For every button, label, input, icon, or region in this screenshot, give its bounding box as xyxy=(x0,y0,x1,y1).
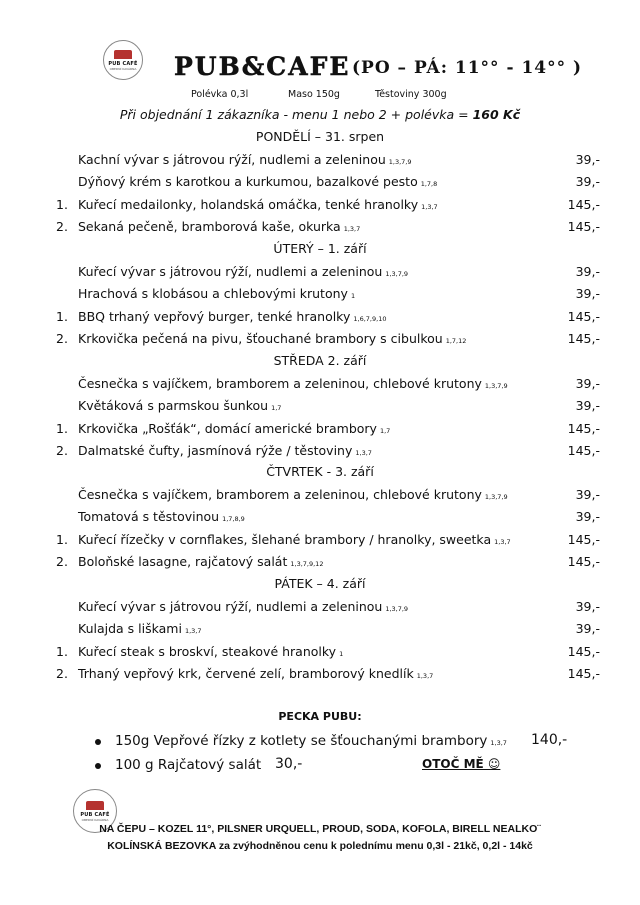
menu-item-name: Krkovička „Rošťák“, domácí americké brambory xyxy=(78,420,377,436)
menu-item xyxy=(0,331,640,351)
menu-item-name: Kuřecí steak s broskví, steakové hranolky xyxy=(78,643,337,659)
menu-item-number: 1. xyxy=(56,308,68,324)
menu-item xyxy=(0,421,640,441)
menu-item xyxy=(0,309,640,329)
day-heading: STŘEDA 2. září xyxy=(273,353,367,368)
menu-item-number: 2. xyxy=(56,443,68,458)
page-title: PUB&CAFE xyxy=(174,52,351,81)
menu-item-name: Krkovička pečená na pivu, šťouchané brambory s cibulkou xyxy=(78,331,443,346)
menu-item-name: Hrachová s klobásou a chlebovými krutony xyxy=(78,286,348,301)
menu-item-number: 1. xyxy=(56,643,68,659)
menu-item xyxy=(0,152,640,172)
menu-item-allergens: 1,3,7,9 xyxy=(385,604,409,613)
logo-subtext: OBEDNÍ KAVÁRNA xyxy=(109,66,137,71)
menu-item xyxy=(0,621,640,641)
turn-over-note: OTOČ MĚ ☺ xyxy=(422,757,501,771)
menu-item xyxy=(0,599,640,619)
menu-item-allergens: 1,7 xyxy=(271,404,282,412)
menu-item-name: Kuřecí vývar s játrovou rýží, nudlemi a zeleninou xyxy=(78,263,383,279)
menu-item-number: 2. xyxy=(56,666,68,681)
portion-pasta: Těstoviny 300g xyxy=(375,89,447,100)
menu-item-number: 1. xyxy=(56,420,68,436)
menu-item-allergens: 1,3,7 xyxy=(184,627,202,635)
menu-item xyxy=(0,509,640,529)
logo-subtext: OBEDNÍ KAVÁRNA xyxy=(81,817,109,822)
menu-item-name: Sekaná pečeně, bramborová kaše, okurka xyxy=(78,219,341,234)
menu-item-price: 39,- xyxy=(575,375,600,391)
menu-item-name: Česnečka s vajíčkem, bramborem a zeleninou, chlebové krutony xyxy=(78,375,482,391)
menu-item-name: Květáková s parmskou šunkou xyxy=(78,398,269,413)
menu-item-allergens: 1,7,8,9 xyxy=(222,515,245,523)
menu-item-price: 39,- xyxy=(575,509,600,524)
menu-item xyxy=(0,174,640,194)
menu-item-number: 1. xyxy=(56,196,68,212)
menu-item-price: 39,- xyxy=(575,398,600,413)
logo-roof-icon xyxy=(86,801,104,810)
menu-item-allergens: 1 xyxy=(339,649,344,658)
menu-item xyxy=(0,443,640,463)
menu-item-name: Kuřecí řízečky v cornflakes, šlehané brambory / hranolky, sweetka xyxy=(78,531,492,547)
menu-item-price: 39,- xyxy=(575,621,600,636)
menu-item-name: Dalmatské čufty, jasmínová rýže / těstoviny xyxy=(78,443,353,458)
menu-item-name: Tomatová s těstovinou xyxy=(78,509,220,524)
menu-item-price: 145,- xyxy=(567,531,600,547)
menu-item xyxy=(0,376,640,396)
menu-item-allergens: 1,3,7,9 xyxy=(385,269,409,278)
menu-item-price: 39,- xyxy=(575,486,600,502)
menu-item-name: Kuřecí vývar s játrovou rýží, nudlemi a zeleninou xyxy=(78,598,383,614)
special-price: 30,- xyxy=(275,756,303,772)
menu-item xyxy=(0,532,640,552)
menu-item-price: 145,- xyxy=(567,443,600,458)
menu-item-price: 145,- xyxy=(567,420,600,436)
menu-item-allergens: 1,3,7,9,12 xyxy=(290,560,324,568)
offer-text: Při objednání 1 zákazníka - menu 1 nebo 2 + polévka = xyxy=(119,107,473,122)
menu-item-price: 39,- xyxy=(575,598,600,614)
menu-item xyxy=(0,487,640,507)
menu-item-number: 2. xyxy=(56,554,68,569)
menu-item-price: 145,- xyxy=(567,331,600,346)
logo-text: PUB CAFÉ xyxy=(108,60,138,67)
menu-item-name: Trhaný vepřový krk, červené zelí, bramborový knedlík xyxy=(78,666,414,681)
bullet-icon xyxy=(95,739,101,745)
menu-item-allergens: 1,3,7,9 xyxy=(388,157,412,166)
menu-item-price: 145,- xyxy=(567,643,600,659)
menu-item-allergens: 1,3,7,9 xyxy=(484,381,508,390)
menu-item-name: Kuřecí medailonky, holandská omáčka, tenké hranolky xyxy=(78,196,419,212)
menu-item xyxy=(0,264,640,284)
menu-item-allergens: 1,3,7 xyxy=(416,672,434,680)
menu-item-name: Kulajda s liškami xyxy=(78,621,182,636)
menu-item-allergens: 1,3,7 xyxy=(343,225,361,233)
menu-item-number: 2. xyxy=(56,331,68,346)
menu-item-price: 39,- xyxy=(575,263,600,279)
menu-item xyxy=(0,666,640,686)
menu-item-allergens: 1,3,7,9 xyxy=(484,492,508,501)
menu-item-allergens: 1,7,8 xyxy=(420,180,438,188)
menu-item-price: 145,- xyxy=(567,308,600,324)
menu-item xyxy=(0,398,640,418)
bullet-icon xyxy=(95,763,101,769)
special-price: 140,- xyxy=(531,732,568,748)
menu-item-name: BBQ trhaný vepřový burger, tenké hranolky xyxy=(78,308,351,324)
menu-item-price: 39,- xyxy=(575,151,600,167)
menu-item-allergens: 1,7,12 xyxy=(445,337,467,345)
cafe-logo xyxy=(103,40,143,80)
menu-item-name: Dýňový krém s karotkou a kurkumou, bazalkové pesto xyxy=(78,174,418,189)
menu-item xyxy=(0,644,640,664)
footer-bezovka: KOLÍNSKÁ BEZOVKA za zvýhodněnou cenu k polednímu menu 0,3l - 21kč, 0,2l - 14kč xyxy=(107,840,533,852)
day-heading: ÚTERÝ – 1. září xyxy=(273,241,367,256)
logo-roof-icon xyxy=(114,50,132,59)
menu-item-price: 39,- xyxy=(575,286,600,301)
menu-item-price: 39,- xyxy=(575,174,600,189)
menu-item xyxy=(0,197,640,217)
menu-item-name: Boloňské lasagne, rajčatový salát xyxy=(78,554,288,569)
menu-item xyxy=(0,554,640,574)
pecka-title: PECKA PUBU: xyxy=(278,710,362,723)
menu-item-price: 145,- xyxy=(567,554,600,569)
portion-soup: Polévka 0,3l xyxy=(191,89,249,100)
special-name: 150g Vepřové řízky z kotlety se šťouchanými brambory xyxy=(115,733,488,749)
logo-text: PUB CAFÉ xyxy=(80,811,110,818)
menu-item-name: Kachní vývar s játrovou rýží, nudlemi a zeleninou xyxy=(78,151,386,167)
menu-item xyxy=(0,286,640,306)
menu-item-number: 1. xyxy=(56,531,68,547)
day-heading: PÁTEK – 4. září xyxy=(274,576,366,591)
menu-item-price: 145,- xyxy=(567,219,600,234)
menu-item-name: Česnečka s vajíčkem, bramborem a zeleninou, chlebové krutony xyxy=(78,486,482,502)
footer-drinks: NA ČEPU – KOZEL 11°, PILSNER URQUELL, PROUD, SODA, KOFOLA, BIRELL NEALKO¨ xyxy=(99,823,541,835)
menu-item xyxy=(0,219,640,239)
day-heading: PONDĚLÍ – 31. srpen xyxy=(255,129,385,144)
menu-item-allergens: 1,3,7 xyxy=(355,449,372,457)
menu-item-allergens: 1,3,7 xyxy=(421,202,438,211)
menu-offer xyxy=(0,107,640,122)
menu-item-allergens: 1 xyxy=(350,292,356,300)
opening-hours: (PO – PÁ: 11°° - 14°° ) xyxy=(352,58,583,78)
offer-price: 160 Kč xyxy=(472,107,521,122)
menu-item-price: 145,- xyxy=(567,666,600,681)
special-allergens: 1,3,7 xyxy=(490,739,507,747)
menu-item-allergens: 1,6,7,9,10 xyxy=(353,314,387,323)
menu-item-allergens: 1,7 xyxy=(379,426,391,435)
menu-item-price: 145,- xyxy=(567,196,600,212)
special-name: 100 g Rajčatový salát xyxy=(115,757,262,773)
menu-item-allergens: 1,3,7 xyxy=(494,537,511,546)
portion-meat: Maso 150g xyxy=(288,89,340,100)
day-heading: ČTVRTEK - 3. září xyxy=(266,464,374,479)
menu-item-number: 2. xyxy=(56,219,68,234)
